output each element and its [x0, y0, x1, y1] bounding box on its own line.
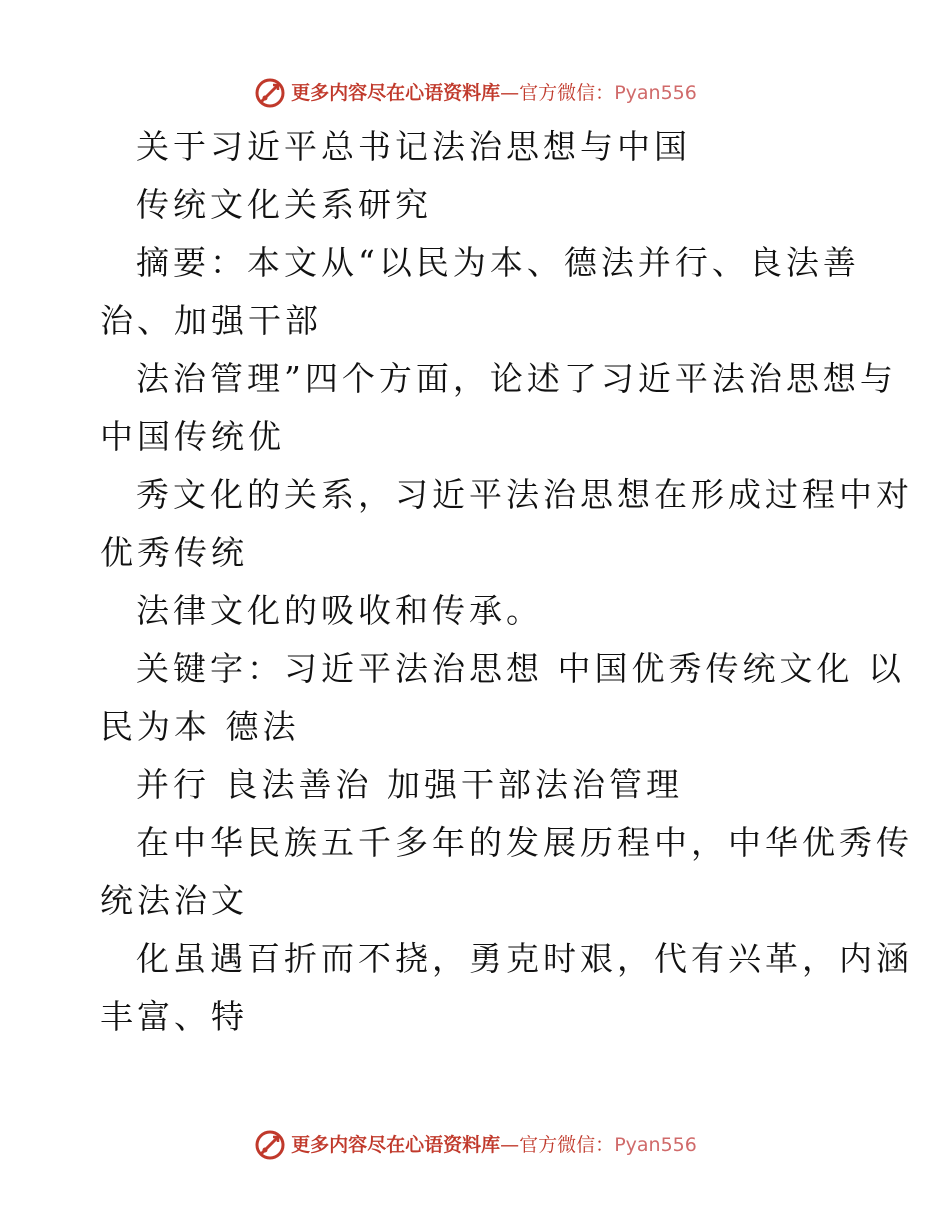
title-line-2: 传统文化关系研究 — [136, 185, 432, 224]
abstract-line-5: 秀文化的关系，习近平法治思想在形成过程中对 — [136, 475, 913, 514]
body-line-3: 化虽遇百折而不挠，勇克时艰，代有兴革，内涵 — [136, 939, 913, 978]
keywords-line-2: 民为本 德法 — [100, 707, 300, 746]
footer-watermark — [0, 1128, 950, 1162]
watermark-separator: — — [500, 82, 520, 104]
keywords-line-3: 并行 良法善治 加强干部法治管理 — [136, 765, 683, 804]
title-line-1: 关于习近平总书记法治思想与中国 — [136, 127, 691, 166]
keywords-line-1: 关键字：习近平法治思想 中国优秀传统文化 以 — [136, 649, 905, 688]
abstract-line-2: 治、加强干部 — [100, 301, 322, 340]
watermark-wechat-label: 官方微信： — [519, 82, 615, 104]
body-line-4: 丰富、特 — [100, 997, 248, 1036]
watermark-separator: — — [500, 1134, 520, 1156]
document-body — [100, 118, 913, 1046]
seal-logo-icon — [253, 76, 287, 110]
abstract-line-6: 优秀传统 — [100, 533, 248, 572]
watermark-wechat-label: 官方微信： — [519, 1134, 615, 1156]
abstract-line-7: 法律文化的吸收和传承。 — [136, 591, 543, 630]
watermark-main-text: 更多内容尽在心语资料库 — [291, 1134, 501, 1156]
body-line-2: 统法治文 — [100, 881, 248, 920]
abstract-line-1: 摘要：本文从“以民为本、德法并行、良法善 — [136, 243, 860, 282]
watermark-main-text: 更多内容尽在心语资料库 — [291, 82, 501, 104]
header-watermark — [0, 76, 950, 110]
abstract-line-3: 法治管理”四个方面，论述了习近平法治思想与 — [136, 359, 897, 398]
watermark-wechat-id: Pyan556 — [614, 82, 697, 104]
abstract-line-4: 中国传统优 — [100, 417, 285, 456]
seal-logo-icon — [253, 1128, 287, 1162]
body-line-1: 在中华民族五千多年的发展历程中，中华优秀传 — [136, 823, 913, 862]
watermark-wechat-id: Pyan556 — [614, 1134, 697, 1156]
